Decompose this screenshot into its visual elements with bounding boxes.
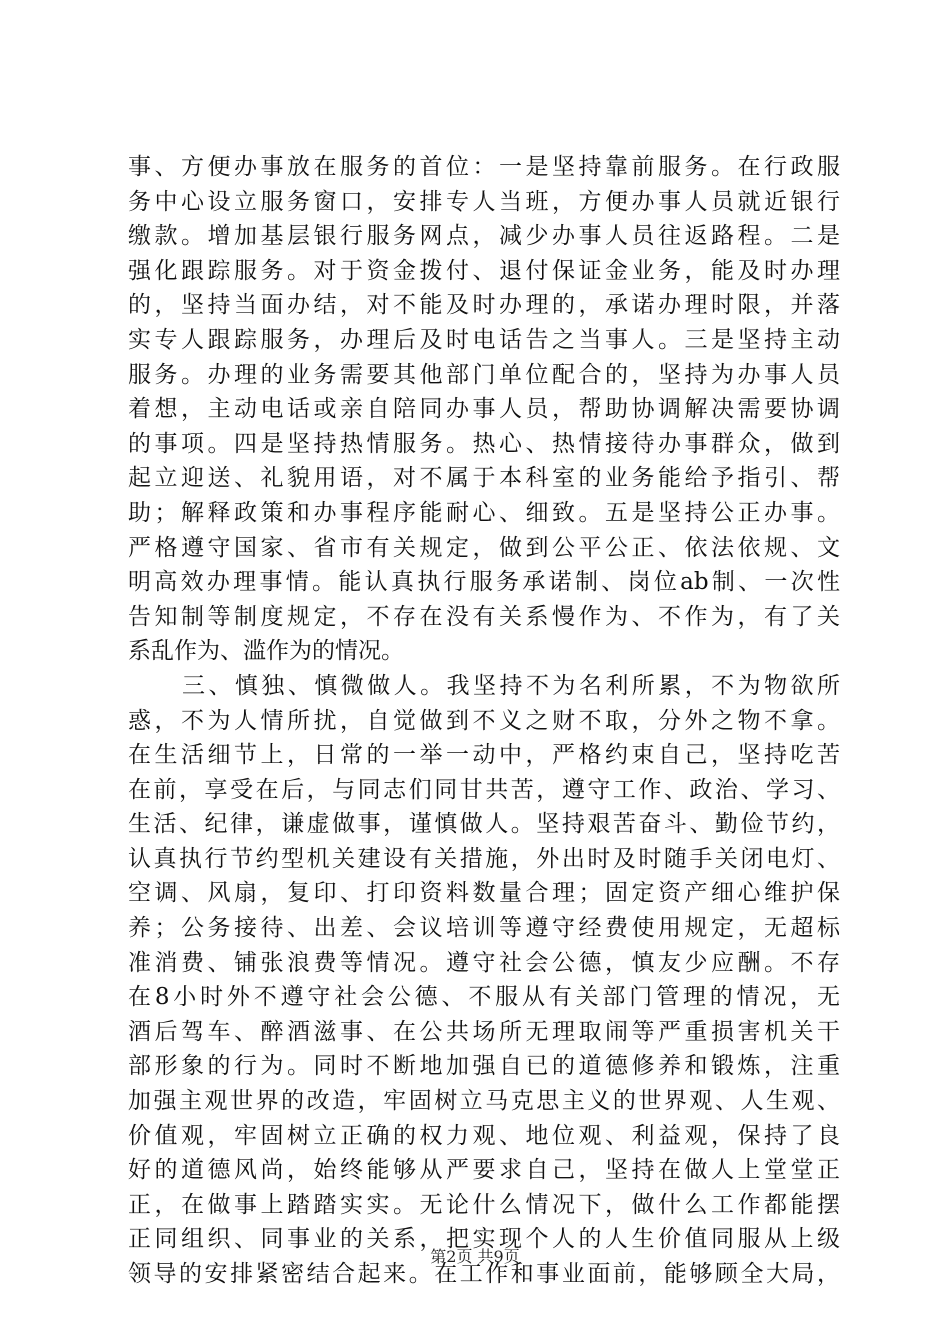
text-line: 正，在做事上踏踏实实。无论什么情况下，做什么工作都能摆	[128, 1191, 840, 1218]
text-line: 惑，不为人情所扰，自觉做到不义之财不取，分外之物不拿。	[128, 707, 840, 734]
text-line: 起立迎送、礼貌用语，对不属于本科室的业务能给予指引、帮	[128, 465, 840, 492]
text-line: 服务。办理的业务需要其他部门单位配合的，坚持为办事人员	[128, 361, 840, 388]
text-line: 养；公务接待、出差、会议培训等遵守经费使用规定，无超标	[128, 915, 840, 942]
text-line: 强化跟踪服务。对于资金拨付、退付保证金业务，能及时办理	[128, 257, 840, 284]
text-line: 准消费、铺张浪费等情况。遵守社会公德，慎友少应酬。不存	[128, 949, 840, 976]
text-line: 事、方便办事放在服务的首位：一是坚持靠前服务。在行政服	[128, 154, 840, 180]
text-line: 酒后驾车、醉酒滋事、在公共场所无理取闹等严重损害机关干	[128, 1018, 840, 1045]
text-line: 助；解释政策和办事程序能耐心、细致。五是坚持公正办事。	[128, 499, 840, 526]
text-line: 在前，享受在后，与同志们同甘共苦，遵守工作、政治、学习、	[128, 776, 840, 803]
text-line: 在8小时外不遵守社会公德、不服从有关部门管理的情况，无	[128, 984, 840, 1011]
paragraph-end-line: 系乱作为、滥作为的情况。	[128, 638, 404, 665]
text-line: 在生活细节上，日常的一举一动中，严格约束自己，坚持吃苦	[128, 742, 840, 769]
text-line: 严格遵守国家、省市有关规定，做到公平公正、依法依规、文	[128, 534, 840, 561]
text-line: 好的道德风尚，始终能够从严要求自己，坚持在做人上堂堂正	[128, 1157, 840, 1184]
text-line: 务中心设立服务窗口，安排专人当班，方便办事人员就近银行	[128, 188, 840, 215]
text-line: 生活、纪律，谦虚做事，谨慎做人。坚持艰苦奋斗、勤俭节约，	[128, 811, 840, 838]
text-line: 价值观，牢固树立正确的权力观、地位观、利益观，保持了良	[128, 1122, 840, 1149]
text-line: 明高效办理事情。能认真执行服务承诺制、岗位ab制、一次性	[128, 569, 840, 596]
body-text	[128, 150, 840, 1292]
text-line: 空调、风扇，复印、打印资料数量合理；固定资产细心维护保	[128, 880, 840, 907]
text-line: 认真执行节约型机关建设有关措施，外出时及时随手关闭电灯、	[128, 845, 840, 872]
section-three-heading-line: 三、慎独、慎微做人。我坚持不为名利所累，不为物欲所	[182, 672, 840, 699]
text-line: 领导的安排紧密结合起来。在工作和事业面前，能够顾全大局，	[128, 1261, 840, 1287]
text-line: 正同组织、同事业的关系，把实现个人的人生价值同服从上级	[128, 1226, 840, 1253]
text-line: 的，坚持当面办结，对不能及时办理的，承诺办理时限，并落	[128, 292, 840, 319]
text-line: 告知制等制度规定，不存在没有关系慢作为、不作为，有了关	[128, 603, 840, 630]
text-line: 的事项。四是坚持热情服务。热心、热情接待办事群众，做到	[128, 430, 840, 457]
text-line: 着想，主动电话或亲自陪同办事人员，帮助协调解决需要协调	[128, 396, 840, 423]
text-line: 部形象的行为。同时不断地加强自已的道德修养和锻炼，注重	[128, 1053, 840, 1080]
text-line: 加强主观世界的改造，牢固树立马克思主义的世界观、人生观、	[128, 1088, 840, 1115]
text-line: 实专人跟踪服务，办理后及时电话告之当事人。三是坚持主动	[128, 326, 840, 353]
text-line: 缴款。增加基层银行服务网点，减少办事人员往返路程。二是	[128, 223, 840, 250]
page-number-footer: 第2页 共9页	[430, 1247, 520, 1266]
